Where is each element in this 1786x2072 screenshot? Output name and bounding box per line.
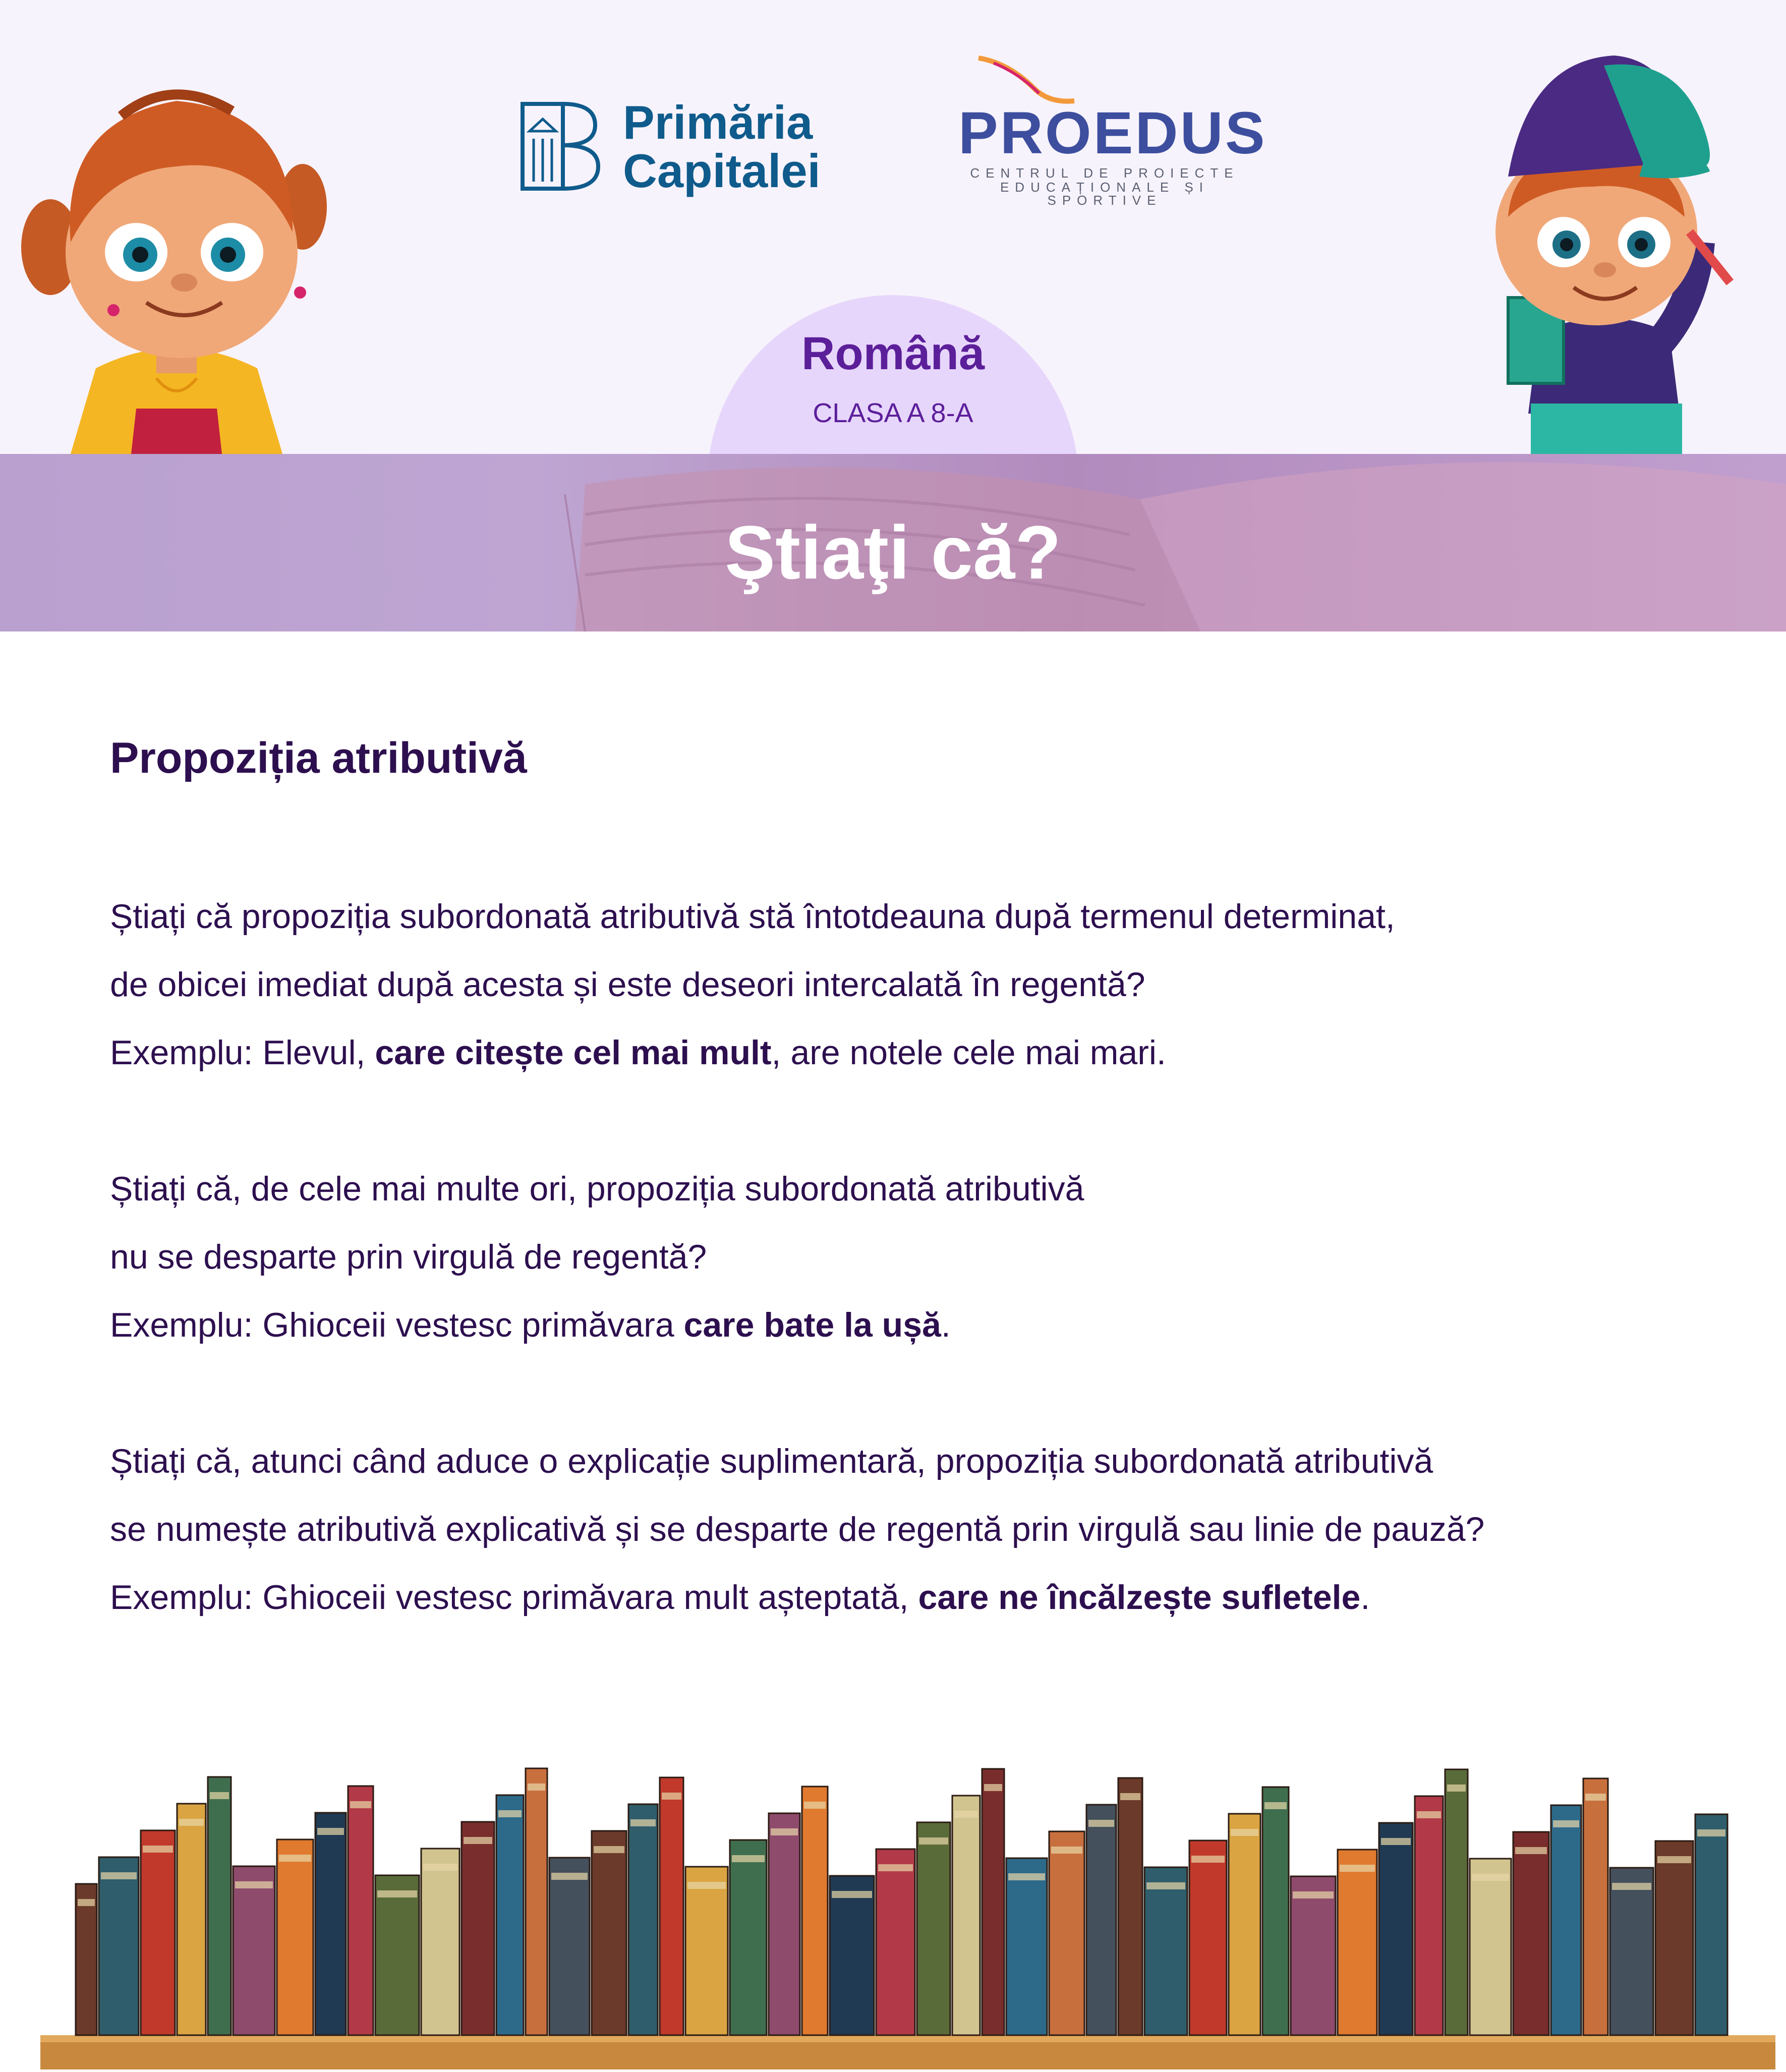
- book-spine: [549, 1858, 590, 2035]
- proedus-logo: [958, 53, 1267, 208]
- book-spine-band: [279, 1855, 311, 1862]
- class-label: CLASA A 8-A: [813, 398, 973, 428]
- example-line: [110, 1564, 1684, 1632]
- book-spine: [348, 1786, 373, 2035]
- bookshelf-illustration: [0, 1765, 1786, 2069]
- fact-paragraph: [110, 1427, 1684, 1632]
- book-spine-band: [1191, 1856, 1225, 1863]
- book-spine-band: [732, 1855, 765, 1862]
- book-spine: [952, 1796, 980, 2035]
- book-spine: [208, 1777, 231, 2035]
- proedus-subtitle-line2: EDUCAȚIONALE ȘI SPORTIVE: [1000, 180, 1209, 208]
- example-suffix: , are notele cele mai mari.: [771, 1033, 1166, 1072]
- book-spine: [496, 1795, 524, 2035]
- book-spine-band: [1381, 1838, 1411, 1845]
- book-spine: [1655, 1841, 1693, 2035]
- book-spine: [1470, 1859, 1511, 2035]
- subject-title: Română: [801, 328, 985, 379]
- content-heading: Propoziția atributivă: [110, 734, 527, 782]
- book-spine-band: [1051, 1847, 1082, 1854]
- book-spine: [1262, 1787, 1289, 2035]
- book-spine-band: [350, 1801, 371, 1808]
- primaria-capitalei-logo: [520, 98, 847, 199]
- book-spine-band: [1120, 1793, 1140, 1800]
- book-spine: [1610, 1868, 1653, 2035]
- book-spine: [99, 1857, 139, 2035]
- primaria-line2: Capitalei: [623, 144, 821, 197]
- book-spine: [1229, 1814, 1260, 2035]
- book-spine-band: [630, 1819, 656, 1826]
- book-spine: [769, 1813, 800, 2035]
- book-spine: [830, 1876, 874, 2035]
- book-spine: [1379, 1823, 1413, 2035]
- book-spine: [1118, 1778, 1142, 2035]
- book-spine-band: [179, 1819, 204, 1826]
- book-spine: [982, 1769, 1004, 2035]
- book-spine: [1695, 1814, 1727, 2035]
- book-spine-band: [101, 1872, 137, 1879]
- book-spine-band: [1515, 1847, 1547, 1854]
- book-spine: [141, 1830, 175, 2035]
- book-spine: [526, 1768, 547, 2035]
- book-spine-band: [528, 1783, 545, 1791]
- book-spine-band: [317, 1828, 344, 1835]
- book-spine-band: [1553, 1820, 1579, 1827]
- book-spine-band: [662, 1793, 681, 1800]
- book-spine-band: [984, 1784, 1002, 1791]
- example-highlight: care citește cel mai mult: [375, 1033, 772, 1072]
- book-spine: [802, 1787, 828, 2035]
- book-spine-band: [919, 1837, 948, 1845]
- book-spine: [1445, 1769, 1468, 2035]
- example-prefix: Exemplu: Ghioceii vestesc primăvara mult așteptată,: [110, 1578, 918, 1617]
- book-spine: [277, 1839, 313, 2035]
- book-spine-band: [210, 1792, 229, 1799]
- example-suffix: .: [941, 1306, 951, 1344]
- fact-line: Știați că propoziția subordonată atributivă stă întotdeauna după termenul determinat,: [110, 897, 1395, 936]
- example-highlight: care bate la ușă: [683, 1306, 941, 1344]
- book-spine-band: [1612, 1883, 1651, 1890]
- book-spine-band: [804, 1802, 826, 1809]
- boy-character-illustration: [1478, 50, 1740, 454]
- book-spine: [730, 1840, 767, 2035]
- book-spine: [375, 1875, 419, 2035]
- book-spine-band: [1340, 1865, 1375, 1872]
- book-spine: [1189, 1840, 1227, 2035]
- primaria-emblem-icon: [520, 101, 600, 192]
- book-spine: [1583, 1778, 1608, 2035]
- book-spine-band: [423, 1864, 457, 1871]
- primaria-line1: Primăria: [623, 96, 813, 149]
- book-spine-band: [1088, 1820, 1114, 1827]
- book-spine-band: [687, 1882, 726, 1889]
- book-spine: [917, 1822, 950, 2035]
- book-spine: [1086, 1805, 1116, 2035]
- banner-title: Ştiaţi că?: [725, 510, 1061, 595]
- example-prefix: Exemplu: Elevul,: [110, 1033, 375, 1072]
- girl-character-illustration: [20, 55, 333, 454]
- book-spine: [1415, 1796, 1443, 2035]
- book-spine-band: [594, 1846, 624, 1853]
- book-spine: [628, 1804, 658, 2035]
- book-spine-band: [1008, 1873, 1045, 1880]
- fact-line: Știați că, atunci când aduce o explicație suplimentară, propoziția subordonată atributivă: [110, 1442, 1433, 1480]
- title-banner: [0, 454, 1786, 631]
- book-spine: [1551, 1805, 1581, 2035]
- book-spine: [76, 1884, 97, 2035]
- page-header: [0, 0, 1786, 454]
- book-spine: [1049, 1831, 1084, 2035]
- book-spine-band: [143, 1846, 173, 1853]
- book-spine: [462, 1822, 494, 2035]
- example-highlight: care ne încălzește sufletele: [918, 1578, 1361, 1617]
- book-spine-band: [832, 1891, 872, 1898]
- book-spine-band: [377, 1890, 417, 1897]
- book-spine-band: [464, 1837, 492, 1844]
- book-spine: [421, 1849, 459, 2035]
- book-spine-band: [498, 1810, 522, 1817]
- book-spine-band: [1231, 1829, 1258, 1836]
- fact-line: Știați că, de cele mai multe ori, propoziția subordonată atributivă: [110, 1170, 1084, 1208]
- book-spine-band: [878, 1864, 913, 1871]
- example-suffix: .: [1360, 1578, 1370, 1617]
- bookshelf-graphic: [0, 1765, 1786, 2069]
- book-spine: [660, 1777, 683, 2035]
- proedus-name: PROEDUS: [958, 100, 1267, 166]
- book-spine: [177, 1804, 206, 2035]
- main-content: [110, 734, 1684, 1617]
- book-spine: [315, 1813, 346, 2035]
- book-spine-band: [1585, 1794, 1606, 1801]
- book-spine-band: [78, 1899, 95, 1906]
- book-spine: [592, 1831, 626, 2035]
- book-spine: [233, 1866, 275, 2035]
- book-spine: [1338, 1850, 1377, 2035]
- book-spine-band: [551, 1873, 588, 1880]
- proedus-subtitle-line1: CENTRUL DE PROIECTE: [970, 165, 1239, 181]
- fact-paragraph: [110, 1155, 1684, 1359]
- fact-line: nu se desparte prin virgulă de regentă?: [110, 1238, 707, 1276]
- book-spine-band: [1293, 1891, 1334, 1898]
- example-line: [110, 1019, 1684, 1087]
- book-spine-band: [1697, 1829, 1725, 1836]
- fact-line: de obicei imediat după acesta și este deseori intercalată în regentă?: [110, 965, 1145, 1004]
- book-spine: [1006, 1858, 1047, 2035]
- book-spine: [1291, 1876, 1336, 2035]
- book-spine-band: [1417, 1811, 1441, 1818]
- book-spine-band: [954, 1811, 978, 1818]
- book-spine-band: [1264, 1802, 1287, 1809]
- book-spine-band: [771, 1828, 798, 1835]
- example-prefix: Exemplu: Ghioceii vestesc primăvara: [110, 1306, 684, 1344]
- book-spine: [876, 1849, 915, 2035]
- book-spine-band: [1146, 1882, 1185, 1889]
- book-spine-band: [1447, 1785, 1466, 1792]
- fact-paragraph: [110, 883, 1684, 1087]
- fact-line: se numește atributivă explicativă și se desparte de regentă prin virgulă sau linie de pauză?: [110, 1510, 1485, 1548]
- book-spine: [1513, 1832, 1549, 2035]
- book-spine-band: [1472, 1874, 1509, 1881]
- book-spine-band: [235, 1881, 273, 1888]
- example-line: [110, 1291, 1684, 1359]
- book-spine: [685, 1867, 728, 2035]
- book-spine: [1144, 1867, 1187, 2035]
- book-spine-band: [1657, 1856, 1691, 1863]
